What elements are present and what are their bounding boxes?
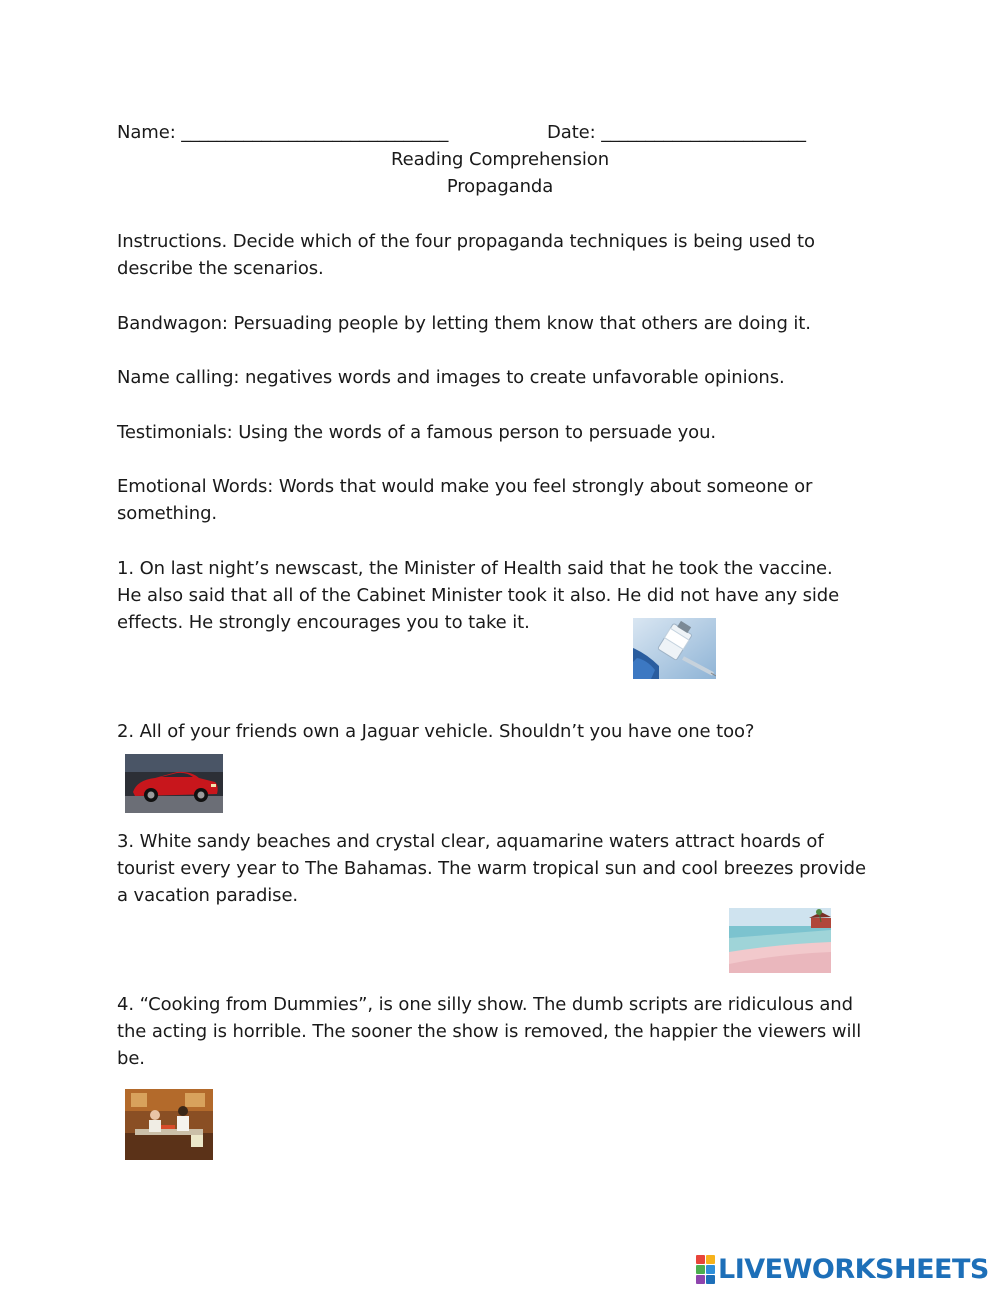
- question-4-line-3: be.: [117, 1048, 145, 1069]
- logo-blocks-icon: [696, 1255, 715, 1284]
- red-car-photo-icon: [125, 754, 223, 813]
- worksheet-subtitle: Reading Comprehension: [391, 149, 609, 170]
- logo-block: [706, 1275, 715, 1284]
- date-line: [547, 119, 806, 146]
- definition-emotional-line-1: Emotional Words: Words that would make you feel strongly about someone or: [117, 476, 813, 497]
- date-label: Date:: [547, 122, 596, 143]
- beach-photo-icon: [729, 908, 831, 973]
- question-1-line-1: 1. On last night’s newscast, the Minister of Health said that he took the vaccine.: [117, 558, 833, 579]
- definition-bandwagon: Bandwagon: Persuading people by letting them know that others are doing it.: [117, 313, 811, 334]
- logo-block: [706, 1265, 715, 1274]
- definition-name-calling: Name calling: negatives words and images to create unfavorable opinions.: [117, 367, 785, 388]
- definition-testimonials: Testimonials: Using the words of a famous person to persuade you.: [117, 422, 717, 443]
- question-4-line-1: 4. “Cooking from Dummies”, is one silly show. The dumb scripts are ridiculous and: [117, 994, 853, 1015]
- question-1-line-2: He also said that all of the Cabinet Minister took it also. He did not have any side: [117, 585, 840, 606]
- definition-emotional-line-2: something.: [117, 503, 218, 524]
- liveworksheets-logo: [696, 1254, 989, 1285]
- date-blank[interactable]: _______________________: [601, 122, 806, 143]
- question-3-line-3: a vacation paradise.: [117, 885, 299, 906]
- logo-block: [706, 1255, 715, 1264]
- name-line: [117, 119, 448, 146]
- logo-block: [696, 1265, 705, 1274]
- instructions-line-2: describe the scenarios.: [117, 258, 324, 279]
- worksheet-topic: Propaganda: [446, 176, 554, 197]
- vaccine-photo-icon: [633, 618, 716, 679]
- question-4-line-2: the acting is horrible. The sooner the show is removed, the happier the viewers will: [117, 1021, 862, 1042]
- question-2-line-1: 2. All of your friends own a Jaguar vehicle. Shouldn’t you have one too?: [117, 721, 755, 742]
- instructions-line-1: Instructions. Decide which of the four propaganda techniques is being used to: [117, 231, 815, 252]
- name-label: Name:: [117, 122, 176, 143]
- question-3-line-2: tourist every year to The Bahamas. The warm tropical sun and cool breezes provide: [117, 858, 866, 879]
- name-blank[interactable]: ______________________________: [181, 122, 449, 143]
- logo-text: LIVEWORKSHEETS: [718, 1254, 989, 1285]
- question-1-line-3: effects. He strongly encourages you to take it.: [117, 612, 530, 633]
- logo-block: [696, 1255, 705, 1264]
- logo-block: [696, 1275, 705, 1284]
- kitchen-show-photo-icon: [125, 1089, 213, 1160]
- question-3-line-1: 3. White sandy beaches and crystal clear, aquamarine waters attract hoards of: [117, 831, 824, 852]
